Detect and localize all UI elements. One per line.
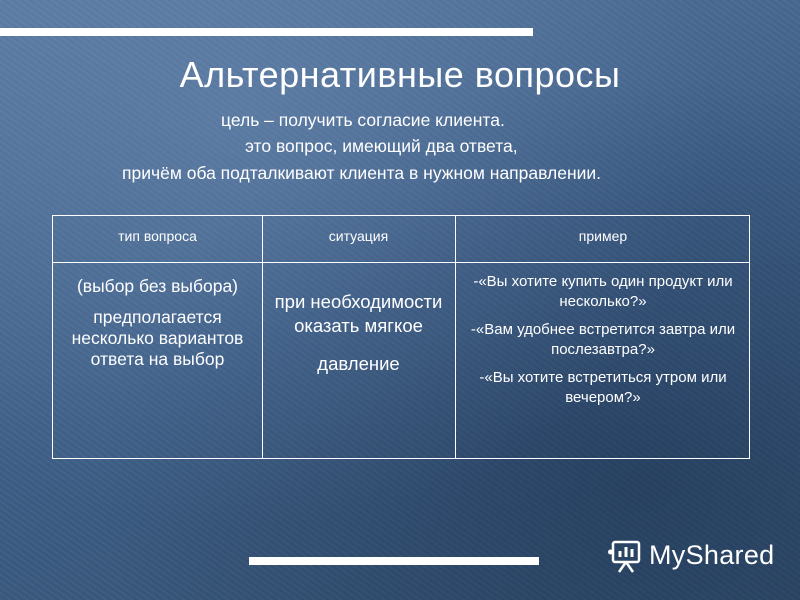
watermark-logo [607,536,774,574]
bottom-decorative-bar [249,557,539,565]
questions-table [52,215,750,459]
table-header-divider [53,262,749,263]
table-header-type: тип вопроса [118,228,197,244]
table-column-divider [262,216,263,458]
table-column-divider [455,216,456,458]
example-item: -«Вы хотите встретиться утром или вечером?» [479,369,727,406]
subtitle-line-1: цель – получить согласие клиента. [221,110,505,130]
table-cell-examples [459,272,747,408]
subtitle-line-2: это вопрос, имеющий два ответа, [245,136,518,156]
type-cell-text: предполагается несколько вариантов ответа на выбор [71,307,244,369]
subtitle-line-3: причём оба подталкивают клиента в нужном направлении. [122,163,602,183]
table-header-example: пример [578,228,628,244]
slide-title: Альтернативные вопросы [179,54,621,95]
example-item: -«Вам удобнее встретится завтра или послезавтра?» [470,321,736,358]
presentation-board-icon [607,536,643,574]
table-cell-type [57,276,258,370]
top-decorative-bar [0,28,533,36]
type-cell-text: (выбор без выбора) [76,276,239,296]
table-header-situation: ситуация [328,228,389,244]
situation-cell-text: давление [317,353,400,374]
example-item: -«Вы хотите купить один продукт или несколько?» [473,273,733,310]
watermark-text: MyShared [649,539,775,570]
situation-cell-text: при необходимости оказать мягкое [274,291,443,336]
table-cell-situation [266,290,451,376]
